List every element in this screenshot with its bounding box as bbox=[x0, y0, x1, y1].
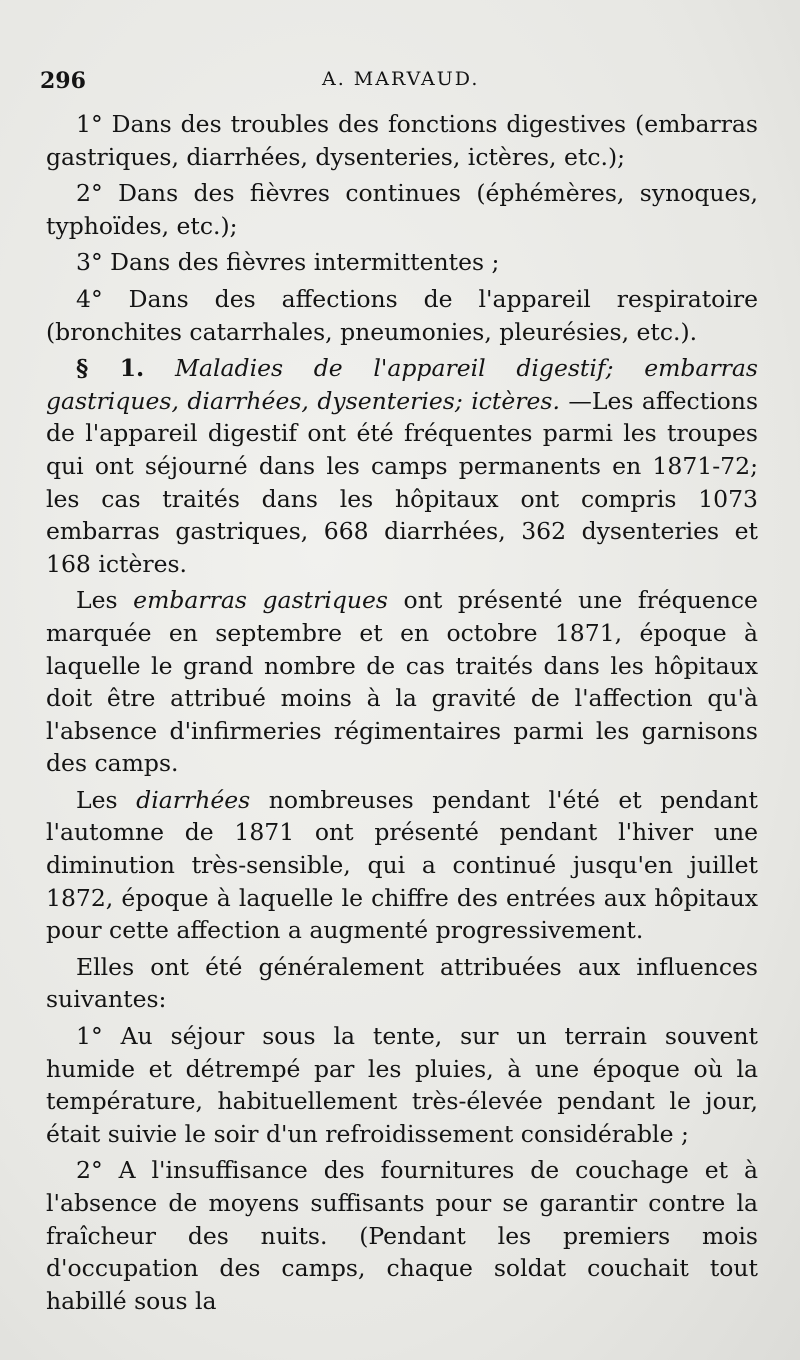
paragraph-emphasis: embarras gastriques bbox=[133, 586, 388, 615]
intro-item-1: 1° Dans des troubles des fonctions digestives (embarras gastriques, diarrhées, dysenteries, ictères, etc.); bbox=[46, 110, 758, 171]
intro-item-4: 4° Dans des affections de l'appareil respiratoire (bronchites catarrhales, pneumonies, pleurésies, etc.). bbox=[46, 284, 758, 346]
paragraph-embarras bbox=[46, 584, 758, 780]
section-number: § 1. bbox=[76, 354, 145, 383]
section-text: —Les affections de l'appareil digestif ont été fréquentes parmi les troupes qui ont séjourné dans les camps permanents en 1871-72; les cas traités dans les hôpitaux ont compris 1073 embarras gastriques, 668 diarrhées, 362 dysenteries et 168 ictères. bbox=[46, 386, 758, 578]
influence-item-1: 1° Au séjour sous la tente, sur un terrain souvent humide et détrempé par les pluies, à une époque où la température, habituellement très-élevée pendant le jour, était suivie le soir d'un refroidissement considérable ; bbox=[46, 1022, 758, 1148]
paragraph-lead: Les bbox=[76, 785, 118, 814]
intro-item-3: 3° Dans des fièvres intermittentes ; bbox=[76, 248, 500, 277]
section-paragraph bbox=[46, 352, 758, 580]
intro-item-2: 2° Dans des fièvres continues (éphémères, synoques, typhoïdes, etc.); bbox=[46, 179, 758, 240]
running-head: A. MARVAUD. bbox=[322, 68, 480, 90]
page-header bbox=[40, 68, 760, 104]
paragraph-influences: Elles ont été généralement attribuées aux influences suivantes: bbox=[46, 952, 758, 1014]
section-title: Maladies de l'appareil digestif; embarras gastriques, diarrhées, dysenteries; ictères. bbox=[46, 354, 758, 415]
page-number: 296 bbox=[40, 68, 86, 94]
paragraph-text: ont présenté une fréquence marquée en septembre et en octobre 1871, époque à laquelle le grand nombre de cas traités dans les hôpitaux doit être attribué moins à la gravité de l'affection qu'à l'absence d'infirmeries régimentaires parmi les garnisons des camps. bbox=[46, 586, 758, 778]
paragraph-lead: Les bbox=[76, 586, 118, 615]
paragraph-emphasis: diarrhées bbox=[136, 785, 251, 814]
paragraph-diarrhees bbox=[46, 784, 758, 947]
page-body bbox=[46, 108, 758, 1321]
paragraph-text: nombreuses pendant l'été et pendant l'automne de 1871 ont présenté pendant l'hiver une diminution très-sensible, qui a continué jusqu'en juillet 1872, époque à laquelle le chiffre des entrées aux hôpitaux pour cette affection a augmenté progressivement. bbox=[46, 785, 758, 945]
influence-item-2: 2° A l'insuffisance des fournitures de couchage et à l'absence de moyens suffisants pour se garantir contre la fraîcheur des nuits. (Pendant les premiers mois d'occupation des camps, chaque soldat couchait tout habillé sous la bbox=[46, 1156, 758, 1315]
